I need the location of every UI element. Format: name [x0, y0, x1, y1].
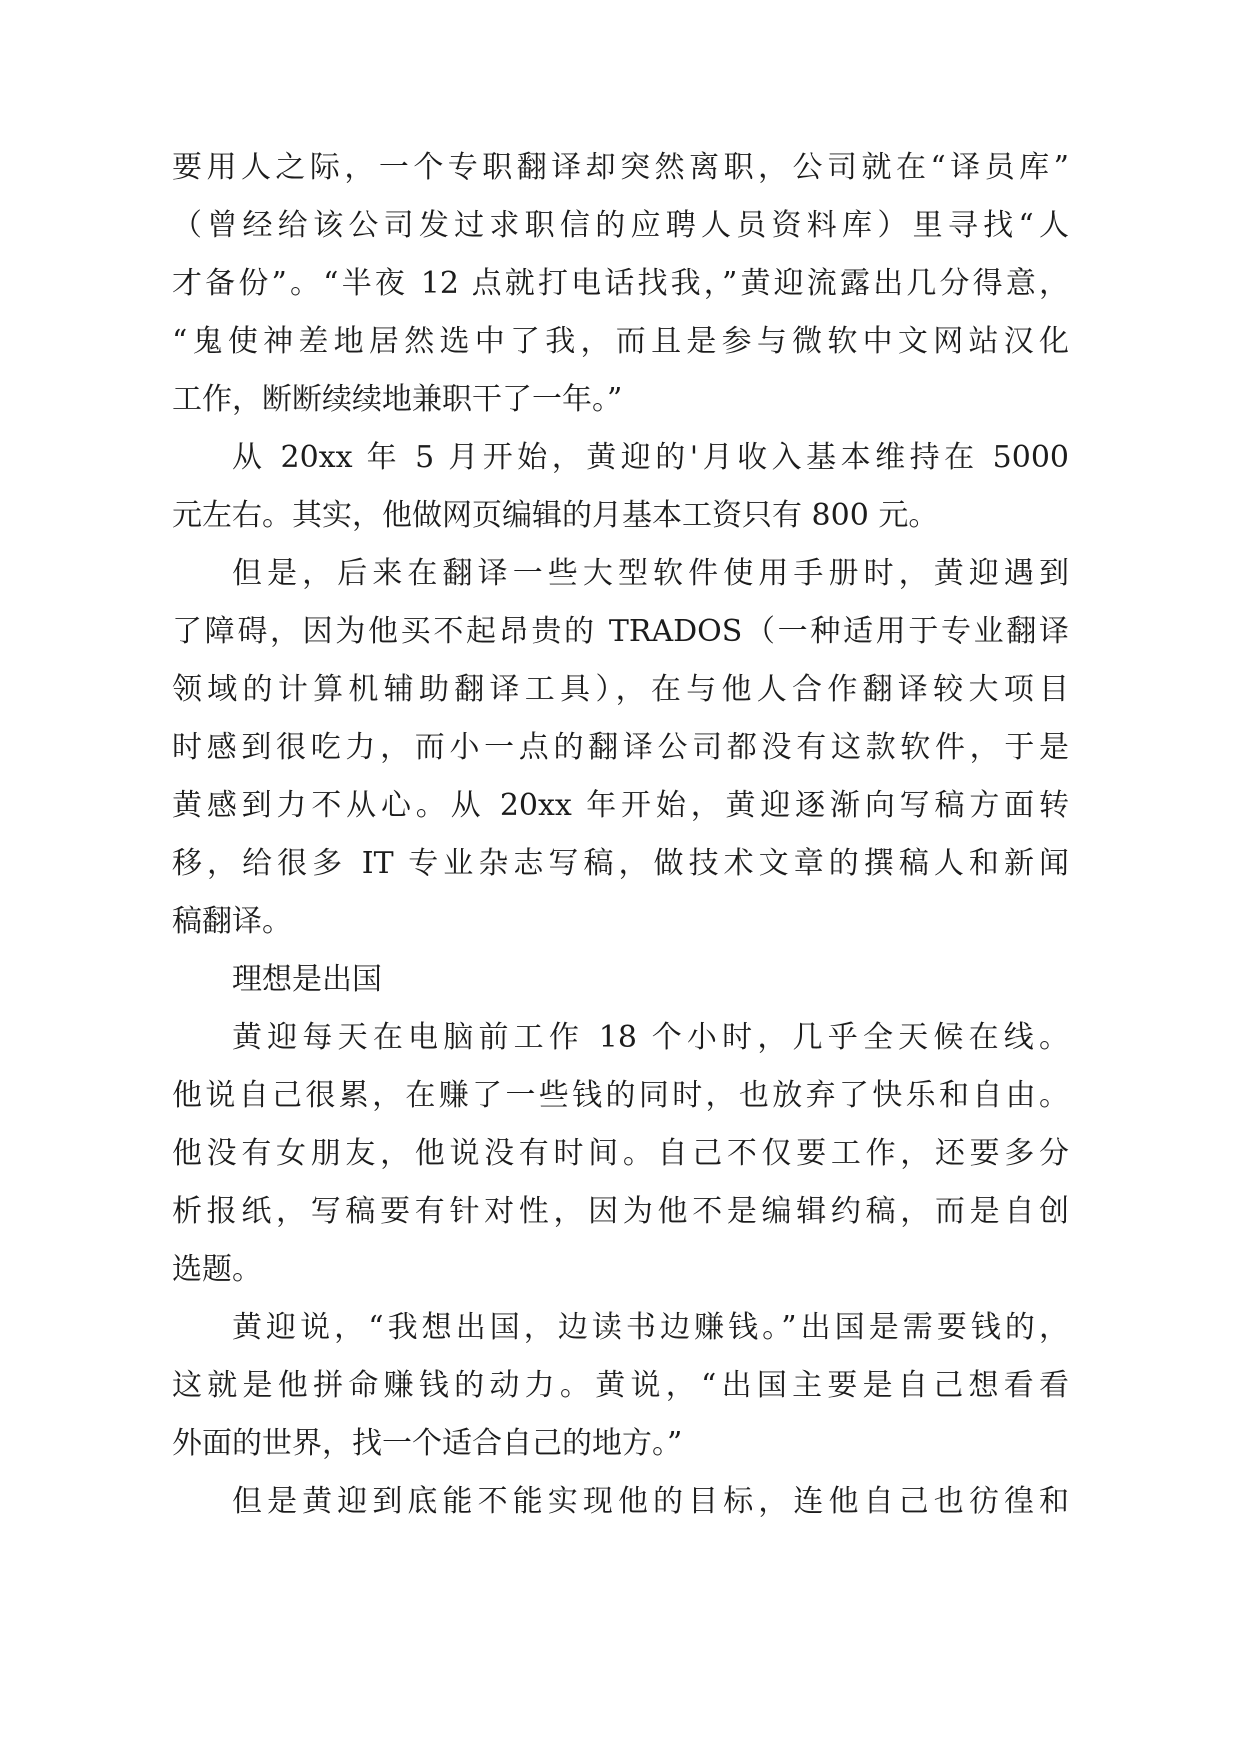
text-line: 黄感到力不从心。从 20xx 年开始，黄迎逐渐向写稿方面转 — [172, 788, 1069, 823]
paragraph — [172, 545, 1069, 951]
text-line: （曾经给该公司发过求职信的应聘人员资料库）里寻找“人 — [172, 208, 1069, 243]
section-heading-text: 理想是出国 — [232, 962, 382, 997]
paragraph — [172, 1009, 1069, 1299]
text-line: 才备份”。“半夜 12 点就打电话找我，”黄迎流露出几分得意， — [172, 266, 1069, 301]
text-line: 外面的世界，找一个适合自己的地方。” — [172, 1426, 683, 1461]
paragraph — [172, 1473, 1069, 1531]
text-line: 这就是他拼命赚钱的动力。黄说，“出国主要是自己想看看 — [172, 1368, 1069, 1403]
text-line: 黄迎说，“我想出国，边读书边赚钱。”出国是需要钱的， — [232, 1310, 1069, 1345]
text-line: 从 20xx 年 5 月开始，黄迎的'月收入基本维持在 5000 — [232, 440, 1069, 475]
text-line: 要用人之际，一个专职翻译却突然离职，公司就在“译员库” — [172, 150, 1069, 185]
text-line: 工作，断断续续地兼职干了一年。” — [172, 382, 623, 417]
text-line: 但是黄迎到底能不能实现他的目标，连他自己也彷徨和 — [232, 1484, 1069, 1519]
text-line: 时感到很吃力，而小一点的翻译公司都没有这款软件，于是 — [172, 730, 1069, 765]
text-line: 选题。 — [172, 1252, 262, 1287]
text-line: 析报纸，写稿要有针对性，因为他不是编辑约稿，而是自创 — [172, 1194, 1069, 1229]
text-line: 了障碍，因为他买不起昂贵的 TRADOS（一种适用于专业翻译 — [172, 614, 1069, 649]
text-line: 他说自己很累，在赚了一些钱的同时，也放弃了快乐和自由。 — [172, 1078, 1069, 1113]
text-line: 移，给很多 IT 专业杂志写稿，做技术文章的撰稿人和新闻 — [172, 846, 1069, 881]
text-line: 但是，后来在翻译一些大型软件使用手册时，黄迎遇到 — [232, 556, 1069, 591]
document-body — [172, 139, 1069, 1531]
text-line: 领域的计算机辅助翻译工具），在与他人合作翻译较大项目 — [172, 672, 1069, 707]
text-line: 稿翻译。 — [172, 904, 292, 939]
paragraph — [172, 429, 1069, 545]
text-line: 他没有女朋友，他说没有时间。自己不仅要工作，还要多分 — [172, 1136, 1069, 1171]
paragraph — [172, 139, 1069, 429]
text-line: 黄迎每天在电脑前工作 18 个小时，几乎全天候在线。 — [232, 1020, 1069, 1055]
paragraph — [172, 1299, 1069, 1473]
text-line: 元左右。其实，他做网页编辑的月基本工资只有 800 元。 — [172, 498, 939, 533]
section-heading — [172, 951, 1069, 1009]
text-line: “鬼使神差地居然选中了我，而且是参与微软中文网站汉化 — [172, 324, 1069, 359]
